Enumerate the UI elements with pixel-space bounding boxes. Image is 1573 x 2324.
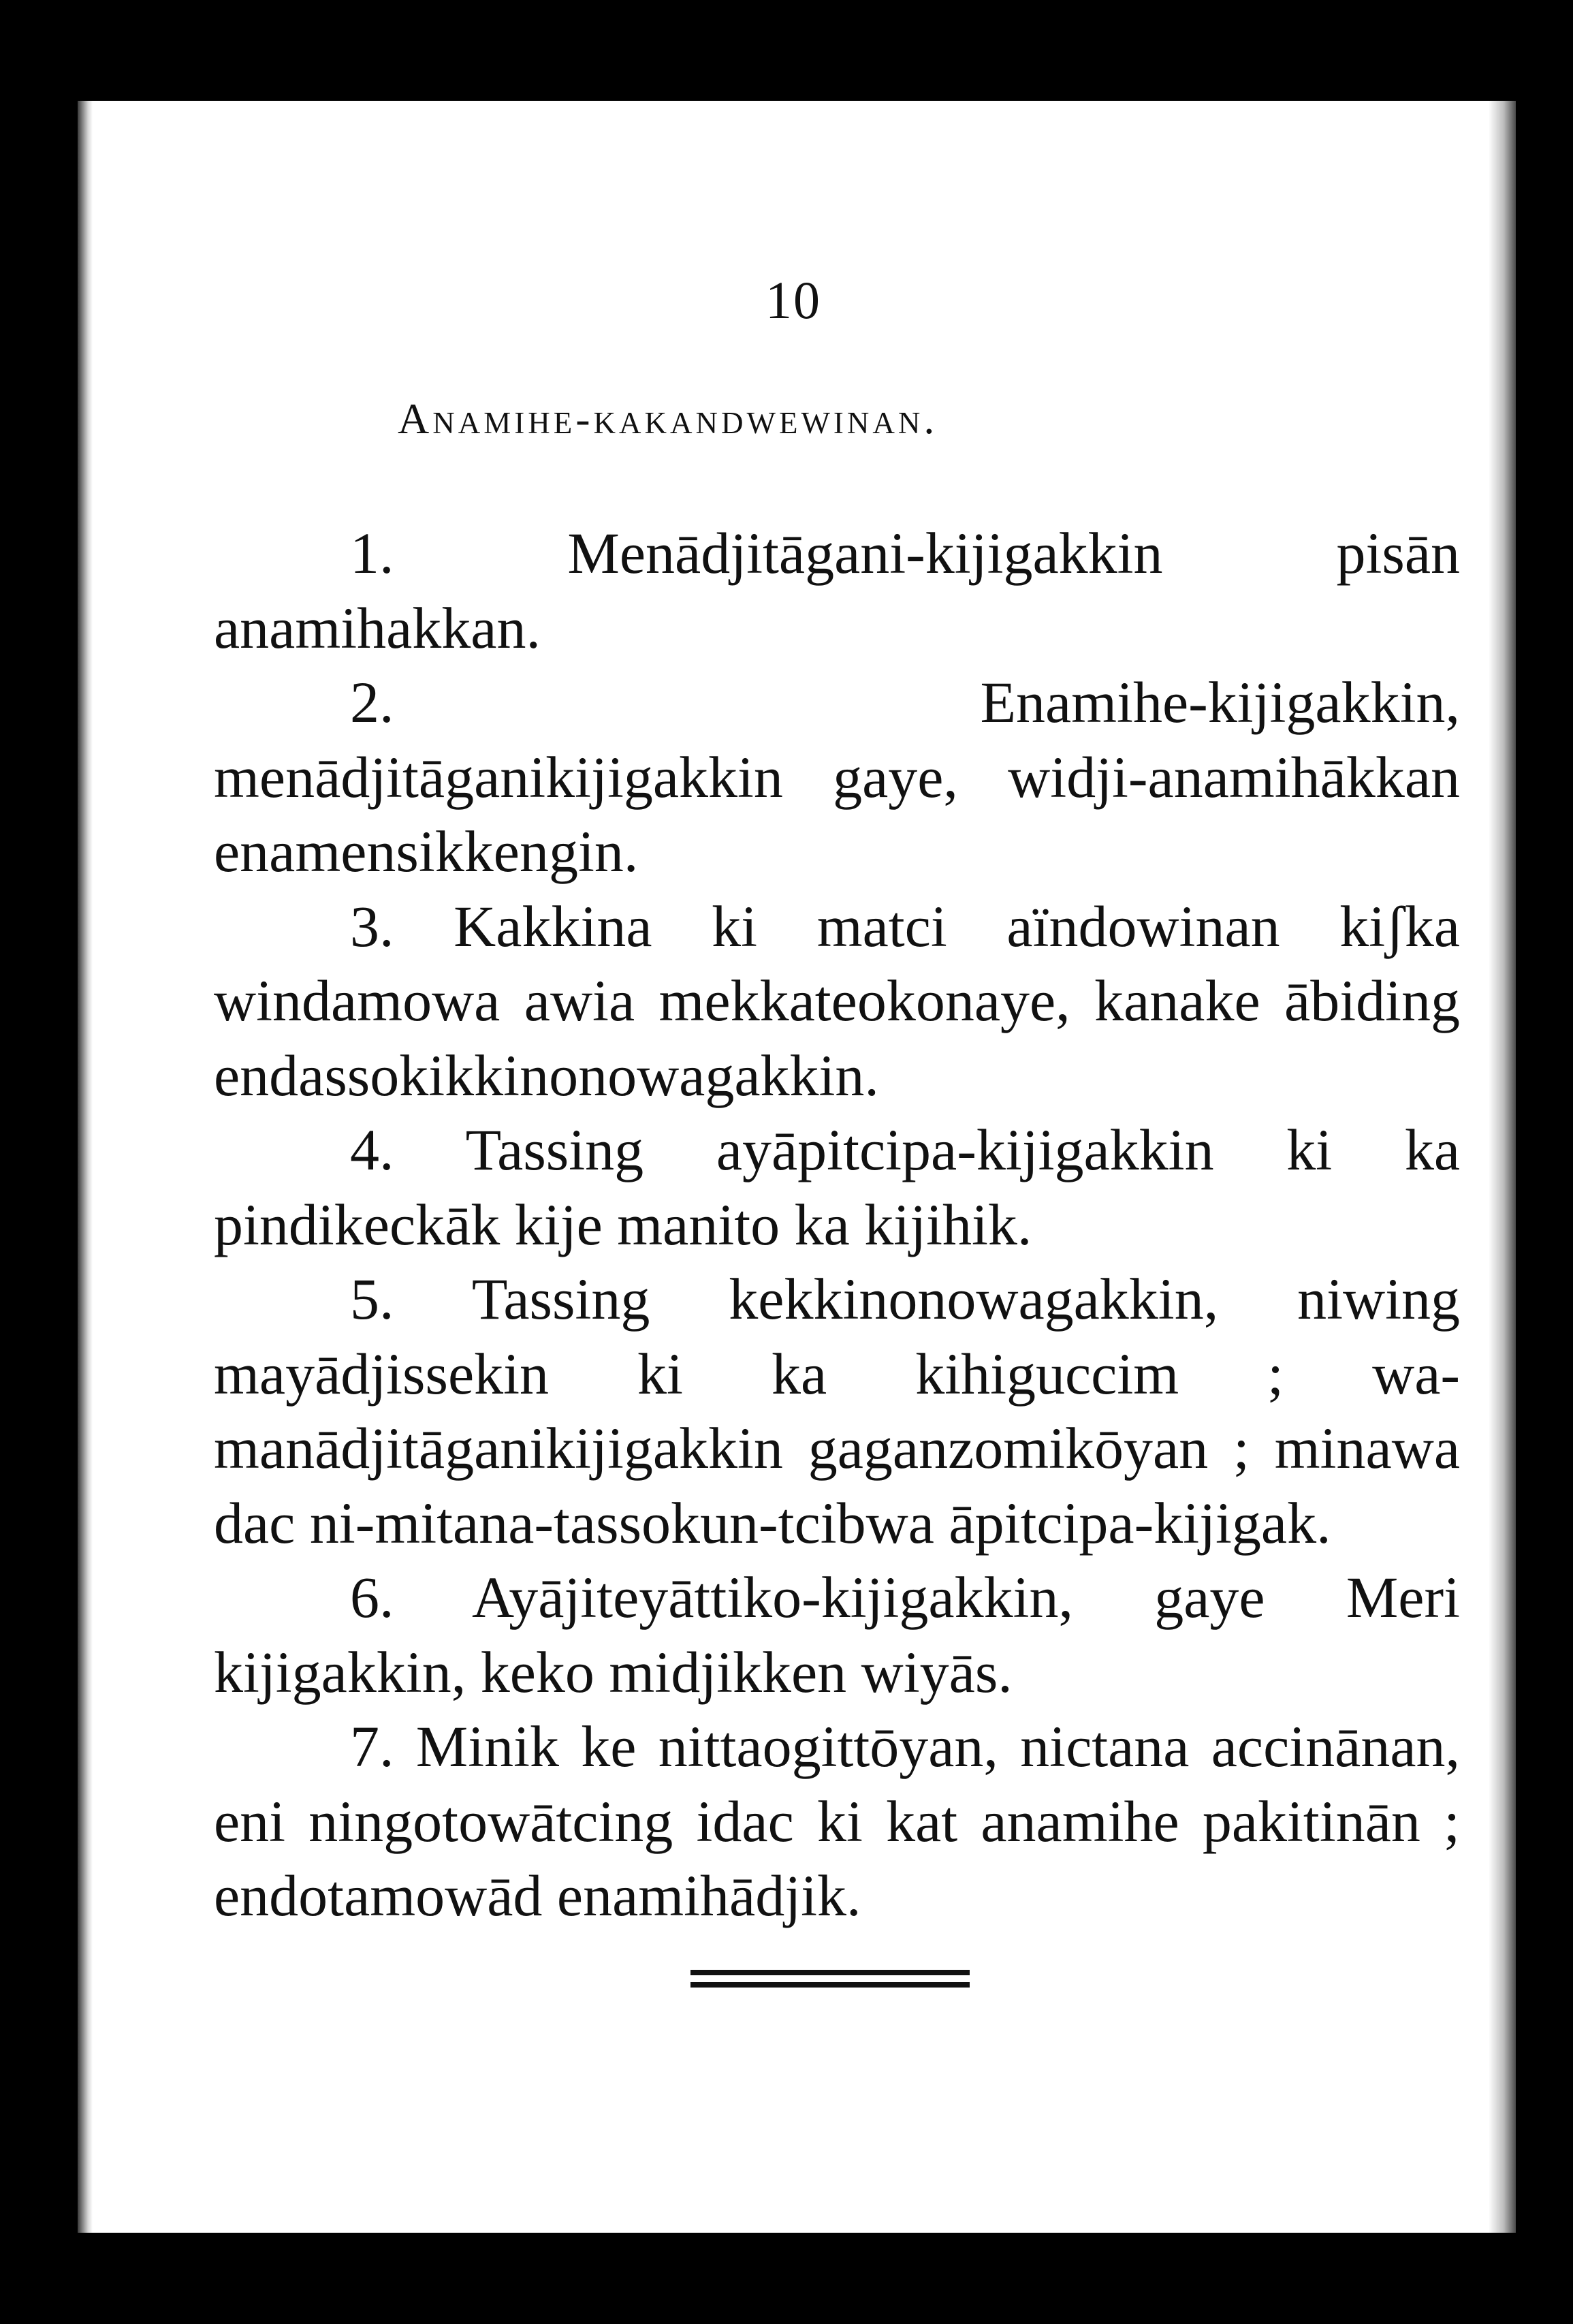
paragraph-text: Ayājiteyāttiko-kijigakkin, gaye Meri kijigakkin, keko midjikken wiyās. xyxy=(214,1565,1460,1705)
paragraph-number: 3. xyxy=(350,893,394,959)
paragraph-4 xyxy=(214,1113,1460,1262)
paragraph-number: 4. xyxy=(350,1117,394,1182)
page-number: 10 xyxy=(765,270,821,330)
paragraph-number: 6. xyxy=(350,1565,394,1630)
paragraph-number: 7. xyxy=(350,1714,394,1779)
page-edge-shadow xyxy=(1489,101,1516,2233)
paragraph-2 xyxy=(214,665,1460,890)
paragraph-6 xyxy=(214,1560,1460,1710)
paragraph-text: Menādjitāgani-kijigakkin pisān anamihakkan. xyxy=(214,520,1460,661)
book-page xyxy=(78,101,1516,2233)
paragraph-text: Enamihe-kijigakkin, menādjitāganikijigakkin gaye, widji-anamihākkan enamensikkengin. xyxy=(214,670,1460,884)
paragraph-text: Tassing ayāpitcipa-kijigakkin ki ka pindikeckāk kije manito ka kijihik. xyxy=(214,1117,1460,1257)
double-rule-divider xyxy=(690,1970,970,1988)
paragraph-text: Kakkina ki matci aïndowinan kiʃka windamowa awia mekkateokonaye, kanake ābiding endassokikkinonowagakkin. xyxy=(214,893,1461,1108)
paragraph-3 xyxy=(214,890,1460,1114)
paragraph-1 xyxy=(214,516,1460,665)
body-text xyxy=(214,516,1460,1934)
paragraph-number: 2. xyxy=(350,670,394,735)
paragraph-5 xyxy=(214,1262,1460,1560)
paragraph-text: Tassing kekkinonowagakkin, niwing mayādjissekin ki ka kihiguccim ; wa-manādjitāganikijigakkin gaganzomikōyan ; minawa dac ni-mitana-tassokun-tcibwa āpitcipa-kijigak. xyxy=(214,1266,1460,1556)
section-title: Anamihe-kakandwewinan. xyxy=(398,394,938,443)
paragraph-number: 5. xyxy=(350,1266,394,1332)
paragraph-text: Minik ke nittaogittōyan, nictana accinānan, eni ningotowātcing idac ki kat anamihe pakitinān ; endotamowād enamihādjik. xyxy=(214,1714,1460,1928)
spine-shadow xyxy=(78,101,93,2233)
paragraph-number: 1. xyxy=(350,520,394,586)
paragraph-7 xyxy=(214,1710,1460,1934)
